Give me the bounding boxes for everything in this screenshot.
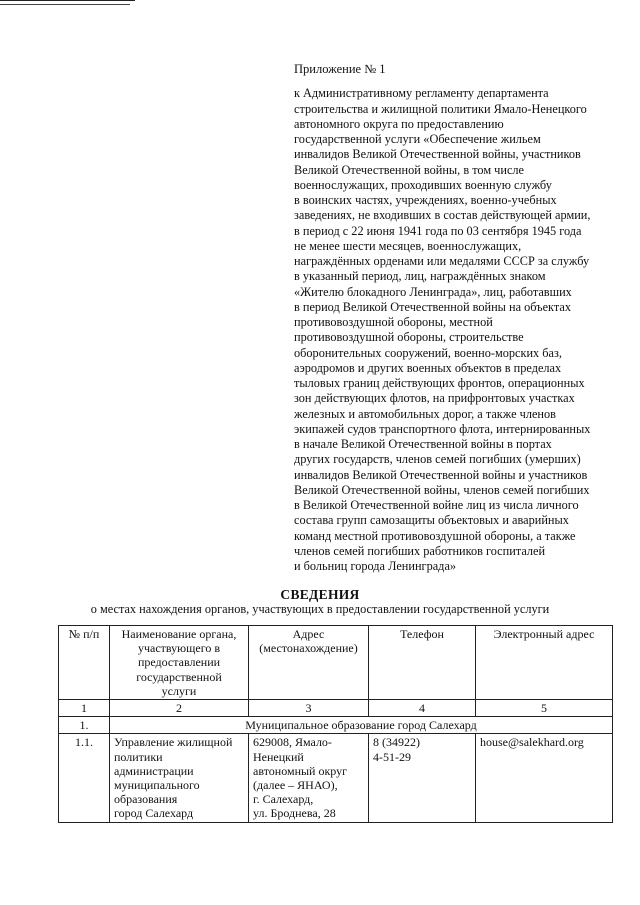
annex-line: членов семей погибших работников госпиталей bbox=[294, 543, 546, 558]
col-number-3: 3 bbox=[249, 700, 369, 717]
header-rule bbox=[0, 0, 135, 3]
annex-line: и больниц города Ленинграда» bbox=[294, 559, 457, 573]
document-title: СВЕДЕНИЯ bbox=[280, 587, 360, 602]
agencies-table bbox=[58, 625, 613, 823]
annex-line: инвалидов Великой Отечественной войны, участников bbox=[294, 147, 581, 162]
annex-heading: Приложение № 1 bbox=[294, 62, 386, 76]
annex-line: противовоздушной обороны, строительстве bbox=[294, 330, 524, 345]
annex-line: награждённых орденами или медалями СССР за службу bbox=[294, 254, 590, 268]
annex-line: военнослужащих, проходивших военную службу bbox=[294, 177, 552, 192]
header-phone: Телефон bbox=[369, 626, 476, 700]
annex-block bbox=[294, 62, 624, 574]
table-row bbox=[59, 734, 613, 822]
annex-line: оборонительных сооружений, военно-морских баз, bbox=[294, 345, 562, 360]
annex-line: аэродромов и других военных объектов в пределах bbox=[294, 360, 562, 375]
annex-line: экипажей судов транспортного флота, интернированных bbox=[294, 421, 591, 436]
row-address: 629008, Ямало- Ненецкий автономный округ (далее – ЯНАО), г. Салехард, ул. Броднева, 28 bbox=[249, 734, 369, 822]
annex-line: к Административному регламенту департамента bbox=[294, 86, 549, 101]
annex-line: зон действующих флотов, на прифронтовых участках bbox=[294, 391, 575, 406]
col-number-5: 5 bbox=[476, 700, 613, 717]
table-section-row bbox=[59, 717, 613, 734]
annex-line: противовоздушной обороны, местной bbox=[294, 315, 493, 329]
table-header-row bbox=[59, 626, 613, 700]
row-agency-name: Управление жилищной политики администрации муниципального образования город Салехард bbox=[110, 734, 249, 822]
annex-line: строительства и жилищной политики Ямало-Ненецкого bbox=[294, 101, 587, 116]
col-number-1: 1 bbox=[59, 700, 110, 717]
annex-line: инвалидов Великой Отечественной войны и участников bbox=[294, 467, 588, 482]
annex-line: автономного округа по предоставлению bbox=[294, 116, 504, 131]
document-subtitle: о местах нахождения органов, участвующих в предоставлении государственной услуги bbox=[90, 602, 550, 616]
annex-line: государственной услуги «Обеспечение жильем bbox=[294, 132, 541, 146]
col-number-2: 2 bbox=[110, 700, 249, 717]
annex-line: не менее шести месяцев, военнослужащих, bbox=[294, 238, 522, 253]
annex-text bbox=[294, 86, 624, 574]
header-rule-secondary bbox=[0, 4, 130, 5]
annex-line: в начале Великой Отечественной войны в портах bbox=[294, 437, 552, 451]
annex-line: тыловых границ действующих фронтов, операционных bbox=[294, 376, 585, 390]
annex-line: в указанный период, лиц, награждённых знаком bbox=[294, 269, 546, 284]
header-number: № п/п bbox=[59, 626, 110, 700]
annex-line: заведениях, не входивших в состав действующей армии, bbox=[294, 208, 591, 223]
row-email: house@salekhard.org bbox=[476, 734, 613, 822]
annex-line: команд местной противовоздушной обороны, а также bbox=[294, 528, 576, 543]
annex-line: в Великой Отечественной войне лиц из числа личного bbox=[294, 498, 579, 512]
annex-line: «Жителю блокадного Ленинграда», лиц, работавших bbox=[294, 284, 572, 299]
header-address: Адрес (местонахождение) bbox=[249, 626, 369, 700]
col-number-4: 4 bbox=[369, 700, 476, 717]
annex-line: состава групп самозащиты объектовых и аварийных bbox=[294, 513, 569, 528]
annex-line: железных и автомобильных дорог, а также членов bbox=[294, 406, 556, 421]
annex-line: Великой Отечественной войны, членов семей погибших bbox=[294, 482, 590, 497]
annex-line: других государств, членов семей погибших (умерших) bbox=[294, 452, 581, 467]
header-agency-name: Наименование органа, участвующего в предоставлении государственной услуги bbox=[110, 626, 249, 700]
section-number: 1. bbox=[59, 717, 110, 734]
annex-line: в период Великой Отечественной войны на объектах bbox=[294, 299, 571, 314]
section-label: Муниципальное образование город Салехард bbox=[110, 717, 613, 734]
annex-line: в период с 22 июня 1941 года по 03 сентября 1945 года bbox=[294, 223, 582, 238]
row-phone: 8 (34922) 4-51-29 bbox=[369, 734, 476, 822]
row-number: 1.1. bbox=[59, 734, 110, 822]
annex-line: в воинских частях, учреждениях, военно-учебных bbox=[294, 193, 557, 207]
header-email: Электронный адрес bbox=[476, 626, 613, 700]
table-number-row bbox=[59, 700, 613, 717]
annex-line: Великой Отечественной войны, в том числе bbox=[294, 162, 524, 177]
